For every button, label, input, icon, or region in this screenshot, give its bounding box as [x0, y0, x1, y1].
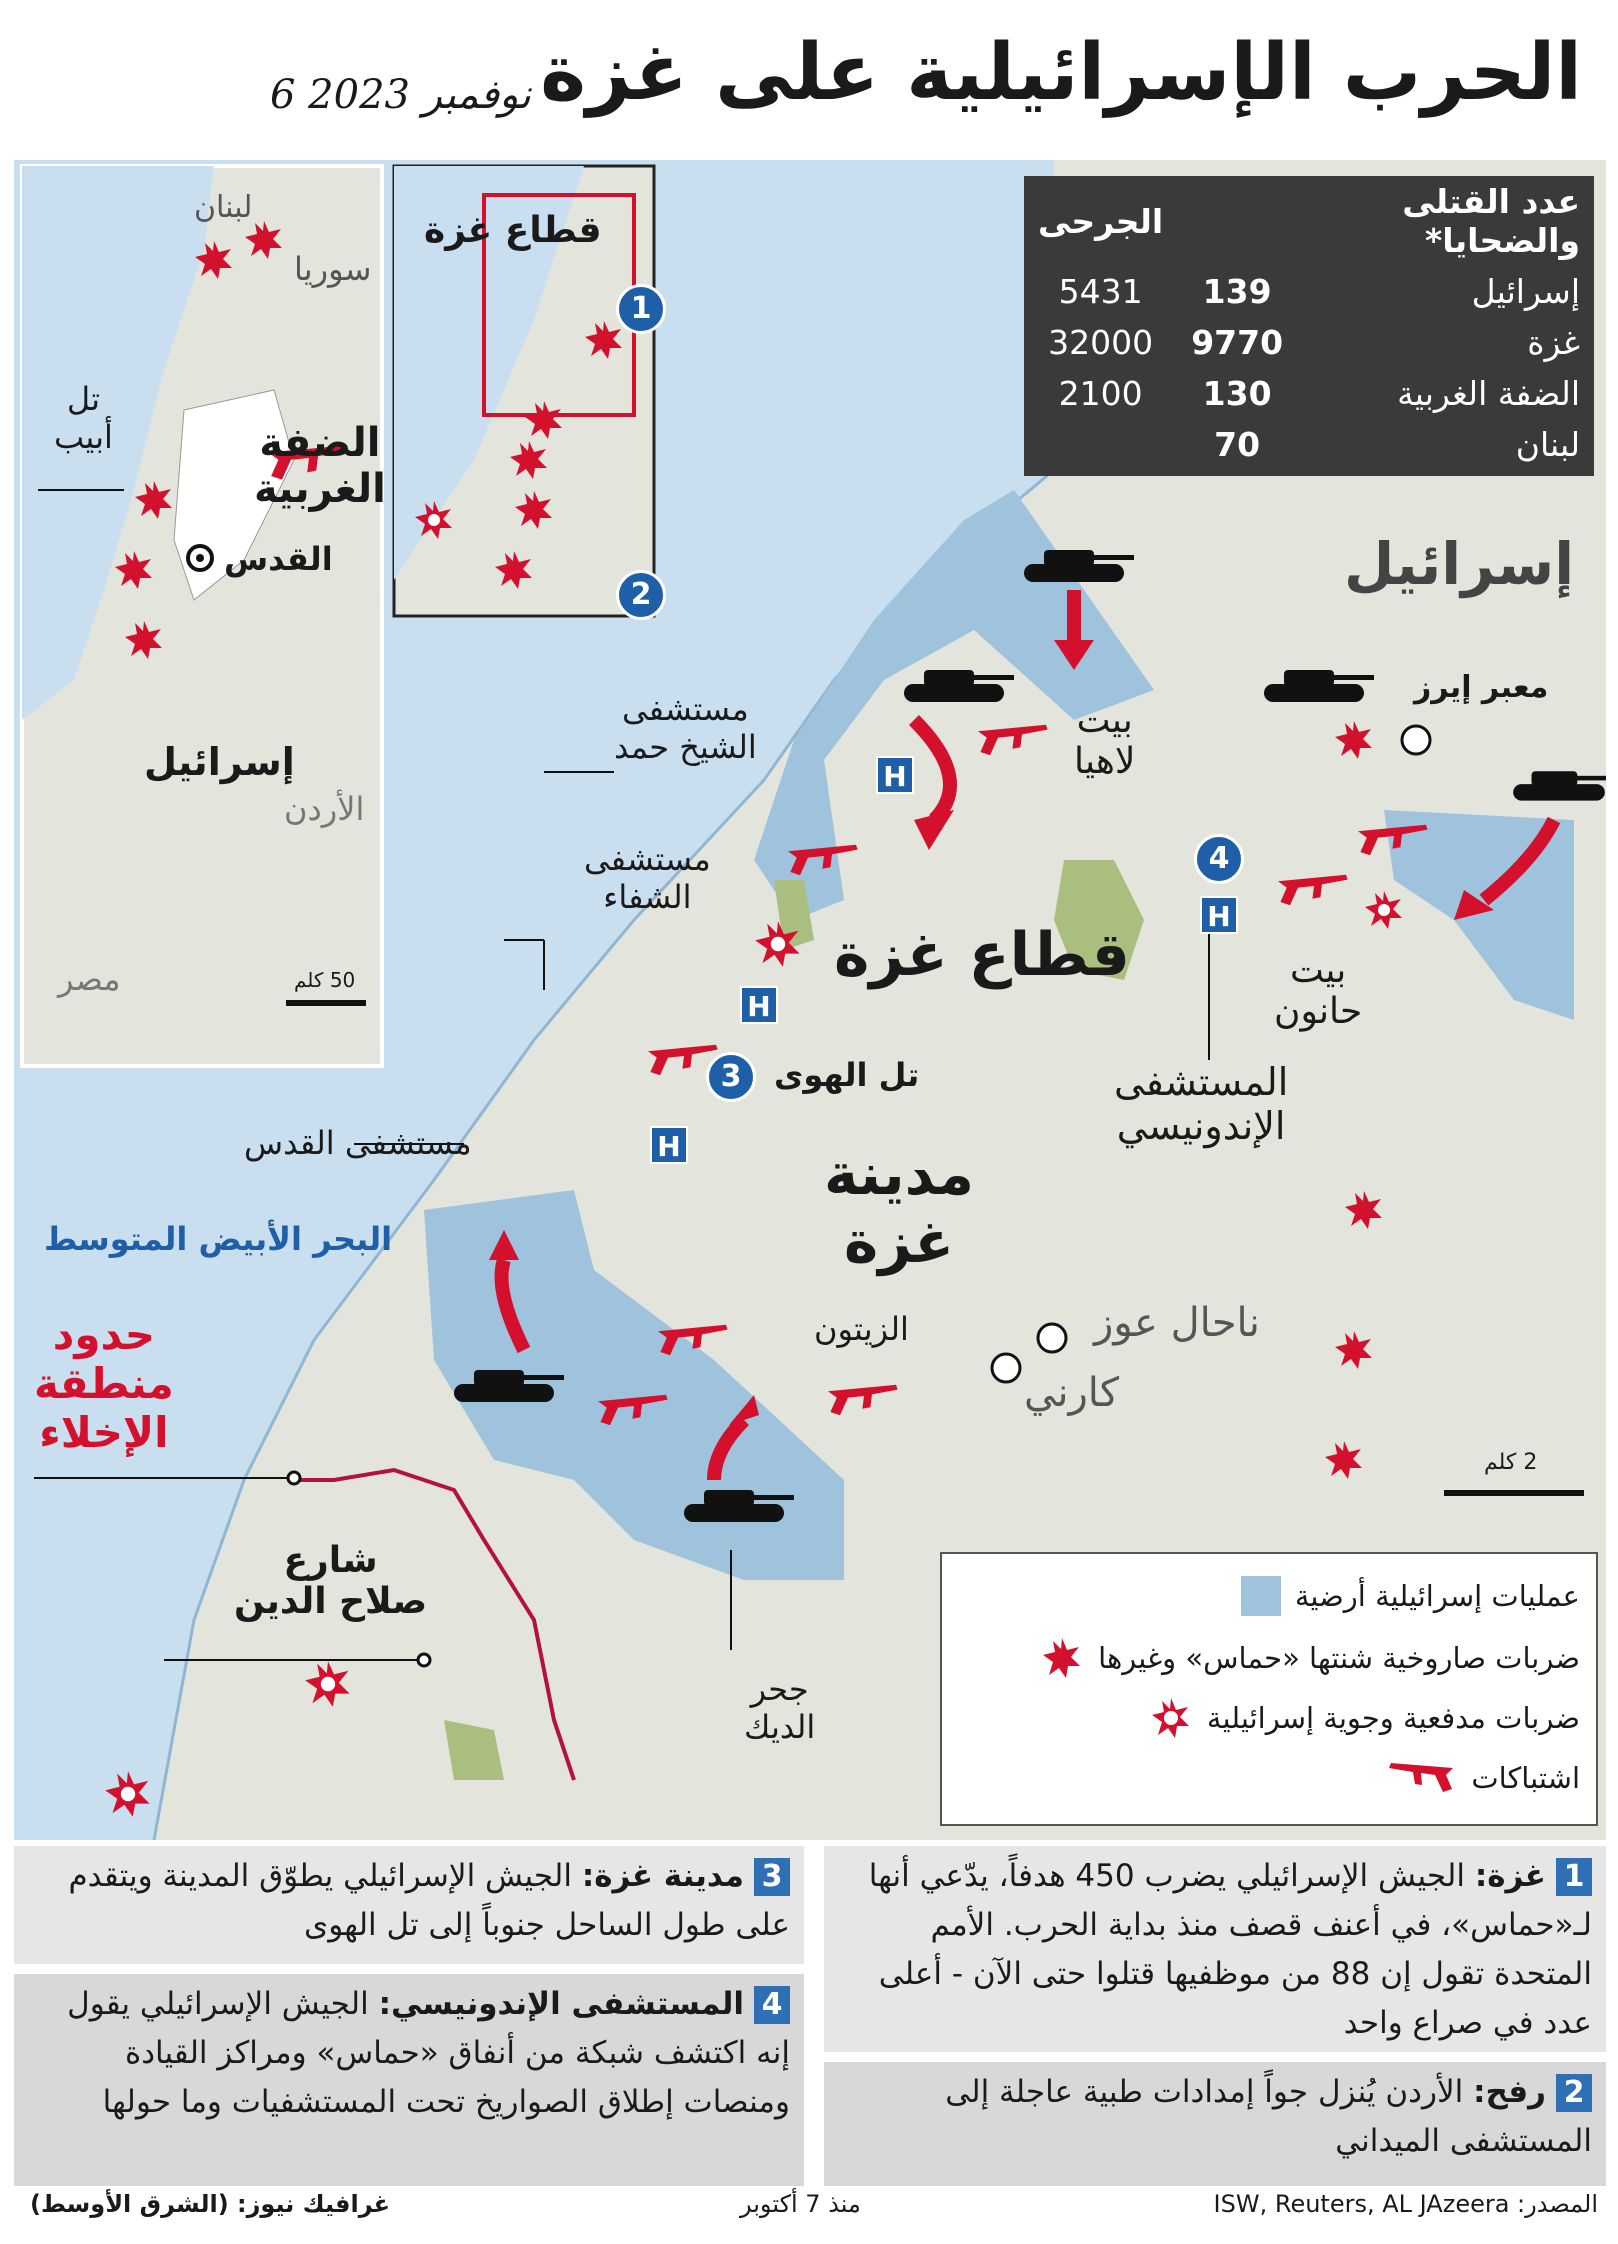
- note-3: 3مدينة غزة: الجيش الإسرائيلي يطوّق المدينة ويتقدم على طول الساحل جنوباً إلى تل الهوى: [14, 1846, 804, 1964]
- note-4: 4المستشفى الإندونيسي: الجيش الإسرائيلي يقول إنه اكتشف شبكة من أنفاق «حماس» ومراكز القيادة ومنصات إطلاق الصواريخ تحت المستشفيات وما حولها: [14, 1974, 804, 2186]
- label-gaza-city: مدينة غزة: [824, 1140, 975, 1276]
- marker-3: 3: [706, 1052, 756, 1102]
- legend-artillery: ضربات مدفعية وجوية إسرائيلية: [1206, 1701, 1580, 1735]
- label-salah-al-din-street: شارع صلاح الدين: [234, 1540, 428, 1622]
- map-legend: [940, 1552, 1598, 1826]
- stats-header-injured: الجرحى: [1038, 201, 1164, 241]
- label-indonesian-hospital: المستشفى الإندونيسي: [1114, 1060, 1289, 1148]
- hospital-sheikh-hamad: H: [876, 756, 914, 794]
- label-lebanon-inset: لبنان: [194, 190, 253, 225]
- rifle-icon: [1387, 1758, 1457, 1798]
- label-israel: إسرائيل: [1344, 530, 1575, 598]
- legend-ground-ops: عمليات إسرائيلية أرضية: [1294, 1579, 1580, 1613]
- hospital-indonesian: H: [1200, 896, 1238, 934]
- notes-panel: [14, 1846, 1606, 2186]
- marker-4: 4: [1194, 834, 1244, 884]
- label-tel-aviv: تل أبيب: [54, 380, 113, 456]
- legend-rockets: ضربات صاروخية شنتها «حماس» وغيرها: [1098, 1641, 1580, 1675]
- label-israel-inset: إسرائيل: [144, 740, 295, 784]
- note-1: 1غزة: الجيش الإسرائيلي يضرب 450 هدفاً، يدّعي أنها لـ«حماس»، في أعنف قصف منذ بداية الحرب. الأمم المتحدة تقول إن 88 من موظفيها قتلوا حتى الآن - أعلى عدد في صراع واحد: [824, 1846, 1606, 2052]
- marker-1: 1: [616, 284, 666, 334]
- label-west-bank: الضفة الغربية: [254, 420, 386, 512]
- map-scale-label: 2 كلم: [1484, 1450, 1538, 1475]
- rocket-strike-icon: [1040, 1636, 1084, 1680]
- stats-row: إسرائيل 139 5431: [1058, 272, 1580, 311]
- label-sheikh-hamad-hospital: مستشفى الشيخ حمد: [614, 690, 757, 766]
- stats-row: غزة 9770 32000: [1048, 323, 1580, 362]
- label-al-quds-hospital: مستشفى القدس: [244, 1124, 472, 1162]
- label-jordan: الأردن: [284, 790, 365, 828]
- source-line: المصدر: ISW, Reuters, AL JAzeera: [1213, 2190, 1598, 2218]
- label-tal-al-hawa: تل الهوى: [774, 1056, 920, 1094]
- label-beit-lahia: بيت لاهيا: [1074, 700, 1136, 782]
- ground-ops-swatch: [1241, 1576, 1281, 1616]
- legend-clashes: اشتباكات: [1471, 1761, 1580, 1795]
- label-nahal-oz: ناحال عوز: [1094, 1300, 1260, 1346]
- label-jerusalem: القدس: [224, 540, 333, 578]
- note-2: 2رفح: الأردن يُنزل جواً إمدادات طبية عاجلة إلى المستشفى الميداني: [824, 2062, 1606, 2186]
- date-label: 6 نوفمبر 2023: [270, 72, 531, 118]
- label-zeitoun: الزيتون: [814, 1310, 909, 1348]
- since-label: منذ 7 أكتوبر: [740, 2190, 861, 2218]
- marker-2: 2: [616, 570, 666, 620]
- artillery-strike-icon: [1149, 1696, 1193, 1740]
- casualty-stats-table: [1024, 176, 1594, 476]
- hospital-al-quds: H: [650, 1126, 688, 1164]
- label-karni: كارني: [1024, 1370, 1120, 1416]
- label-gaza-strip: قطاع غزة: [834, 920, 1130, 990]
- label-juhr-al-dik: جحر الديك: [744, 1670, 816, 1746]
- label-beit-hanoun: بيت حانون: [1274, 950, 1363, 1032]
- label-egypt: مصر: [58, 960, 121, 998]
- stats-row: الضفة الغربية 130 2100: [1058, 374, 1580, 413]
- credit-line: غرافيك نيوز: (الشرق الأوسط): [30, 2190, 391, 2218]
- stats-row: لبنان 70: [1214, 425, 1580, 464]
- stats-header-killed: عدد القتلى والضحايا*: [1402, 182, 1580, 260]
- inset-scale-label: 50 كلم: [294, 968, 356, 992]
- hospital-shifa: H: [740, 986, 778, 1024]
- label-evacuation-zone: حدود منطقة الإخلاء: [34, 1310, 174, 1457]
- label-erez-crossing: معبر إيرز: [1414, 670, 1549, 705]
- page-title: الحرب الإسرائيلية على غزة: [540, 28, 1582, 118]
- label-shifa-hospital: مستشفى الشفاء: [584, 840, 711, 916]
- label-syria: سوريا: [294, 250, 372, 288]
- label-gaza-strip-inset: قطاع غزة: [424, 210, 602, 251]
- label-mediterranean: البحر الأبيض المتوسط: [44, 1220, 393, 1258]
